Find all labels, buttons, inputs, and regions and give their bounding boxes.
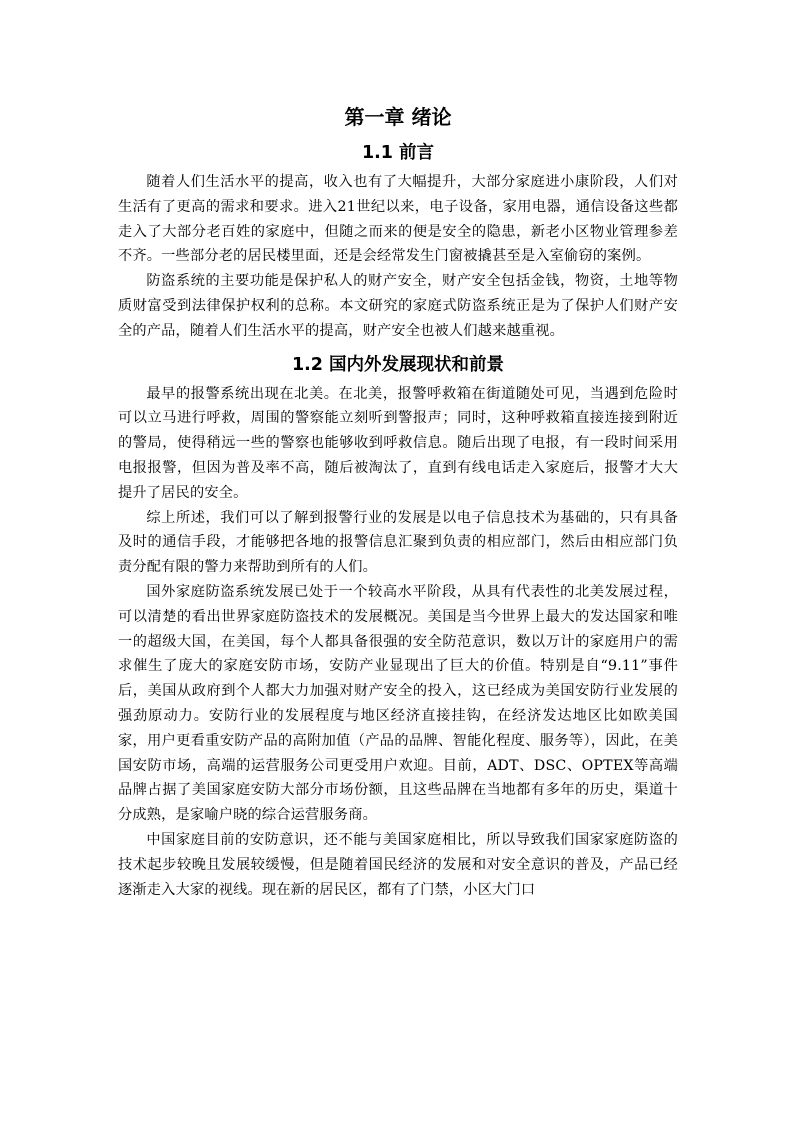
paragraph: 国外家庭防盗系统发展已处于一个较高水平阶段，从具有代表性的北美发展过程，可以清楚的看出世界家庭防盗技术的发展概况。美国是当今世界上最大的发达国家和唯一的超级大国，在美国，每个人都具备很强的安全防范意识，数以万计的家庭用户的需求催生了庞大的家庭安防市场，安防产业显现出了巨大的价值。特别是自“9.11”事件后，美国从政府到个人都大力加强对财产安全的投入，这已经成为美国安防行业发展的强劲原动力。安防行业的发展程度与地区经济直接挂钩，在经济发达地区比如欧美国家，用户更看重安防产品的高附加值（产品的品牌、智能化程度、服务等），因此，在美国安防市场，高端的运营服务公司更受用户欢迎。目前，ADT、DSC、OPTEX等高端品牌占据了美国家庭安防大部分市场份额，且这些品牌在当地都有多年的历史，渠道十分成熟，是家喻户晓的综合运营服务商。: [118, 583, 678, 824]
section-heading-1-2: 1.2 国内外发展现状和前景: [291, 354, 505, 375]
paragraph: 防盗系统的主要功能是保护私人的财产安全，财产安全包括金钱，物资，土地等物质财富受到法律保护权利的总称。本文研究的家庭式防盗系统正是为了保护人们财产安全的产品，随着人们生活水平的提高，财产安全也被人们越来越重视。: [118, 273, 678, 339]
page-content: [118, 100, 678, 902]
paragraph: 中国家庭目前的安防意识，还不能与美国家庭相比，所以导致我们国家家庭防盗的技术起步较晚且发展较缓慢，但是随着国民经济的发展和对安全意识的普及，产品已经逐渐走入大家的视线。现在新的居民区，都有了门禁，小区大门口: [118, 831, 678, 898]
paragraph: 随着人们生活水平的提高，收入也有了大幅提升，大部分家庭进小康阶段，人们对生活有了更高的需求和要求。进入21世纪以来，电子设备，家用电器，通信设备这些都走入了大部分老百姓的家庭中，但随之而来的便是安全的隐患，新老小区物业管理参差不齐。一些部分老的居民楼里面，还是会经常发生门窗被撬甚至是入室偷窃的案例。: [118, 174, 678, 265]
chapter-title: 第一章 绪论: [344, 105, 452, 129]
paragraph: 综上所述，我们可以了解到报警行业的发展是以电子信息技术为基础的，只有具备及时的通信手段，才能够把各地的报警信息汇聚到负责的相应部门，然后由相应部门负责分配有限的警力来帮助到所有的人们。: [118, 509, 678, 576]
paragraph: 最早的报警系统出现在北美。在北美，报警呼救箱在街道随处可见，当遇到危险时可以立马进行呼救，周围的警察能立刻听到警报声；同时，这种呼救箱直接连接到附近的警局，使得稍远一些的警察也能够收到呼救信息。随后出现了电报，有一段时间采用电报报警，但因为普及率不高，随后被淘汰了，直到有线电话走入家庭后，报警才大大提升了居民的安全。: [118, 385, 678, 501]
section-heading-1-1: 1.1 前言: [361, 143, 435, 163]
